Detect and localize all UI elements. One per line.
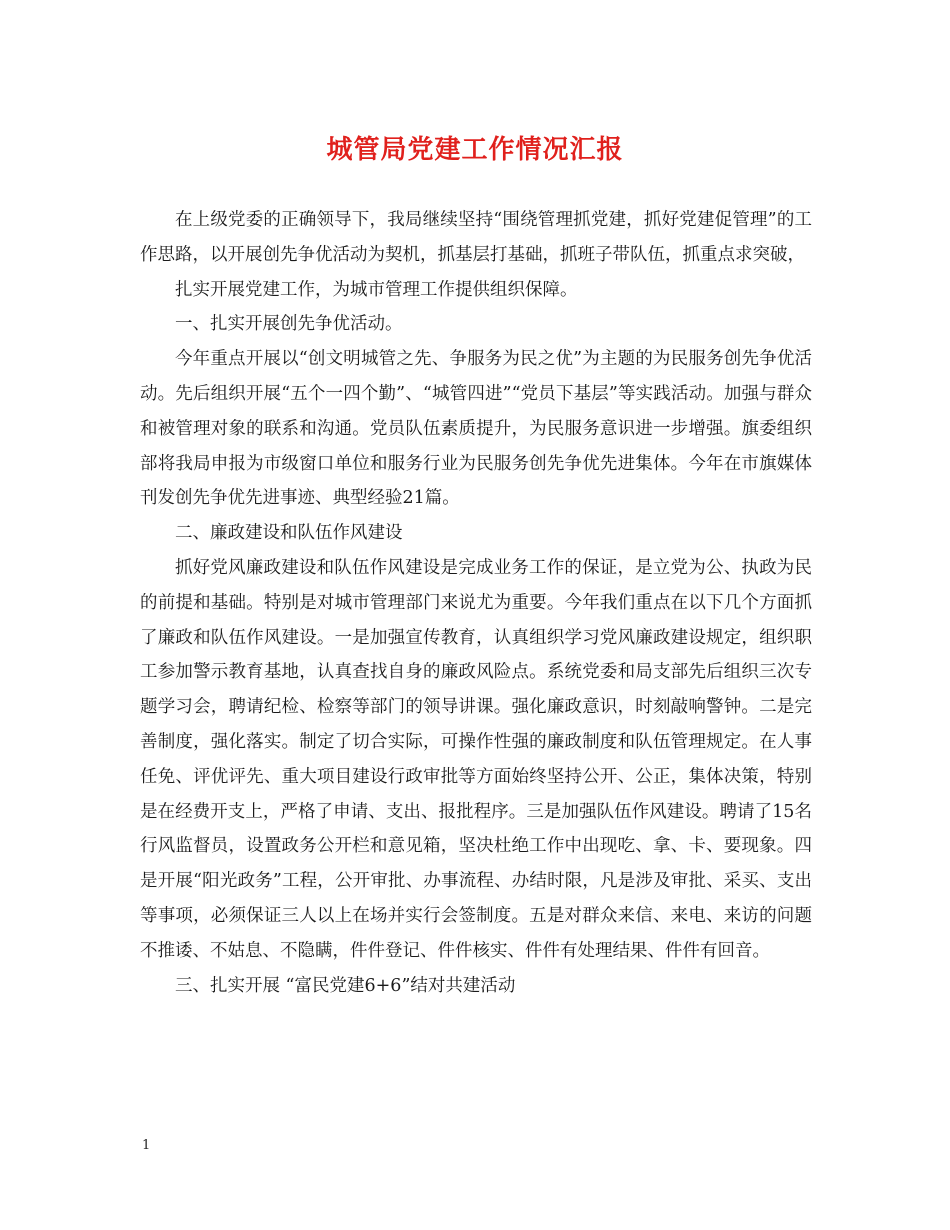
page-number: 1 — [142, 1138, 151, 1153]
section-heading-2: 二、廉政建设和队伍作风建设 — [175, 523, 403, 544]
paragraph-section-2: 抓好党风廉政建设和队伍作风建设是完成业务工作的保证，是立党为公、执政为民的前提和基础。特别是对城市管理部门来说尤为重要。今年我们重点在以下几个方面抓了廉政和队伍作风建设。一是加强宣传教育，认真组织学习党风廉政建设规定，组织职工参加警示教育基地，认真查找自身的廉政风险点。系统党委和局支部先后组织三次专题学习会，聘请纪检、检察等部门的领导讲课。强化廉政意识，时刻敲响警钟。二是完善制度，强化落实。制定了切合实际，可操作性强的廉政制度和队伍管理规定。在人事任免、评优评先、重大项目建设行政审批等方面始终坚持公开、公正，集体决策，特别是在经费开支上，严格了申请、支出、报批程序。三是加强队伍作风建设。聘请了15名行风监督员，设置政务公开栏和意见箱，坚决杜绝工作中出现吃、拿、卡、要现象。四是开展“阳光政务”工程，公开审批、办事流程、办结时限，凡是涉及审批、采买、支出等事项，必须保证三人以上在场并实行会签制度。五是对群众来信、来电、来访的问题不推诿、不姑息、不隐瞒，件件登记、件件核实、件件有处理结果、件件有回音。 — [140, 557, 812, 961]
document-title: 城管局党建工作情况汇报 — [326, 135, 624, 165]
paragraph-intro: 在上级党委的正确领导下，我局继续坚持“围绕管理抓党建，抓好党建促管理”的工作思路，以开展创先争优活动为契机，抓基层打基础，抓班子带队伍，抓重点求突破， — [140, 210, 812, 265]
section-heading-1: 一、扎实开展创先争优活动。 — [175, 314, 403, 335]
section-heading-3: 三、扎实开展 “富民党建6+6”结对共建活动 — [175, 975, 516, 996]
document-body — [140, 203, 812, 1003]
paragraph-section-1: 今年重点开展以“创文明城管之先、争服务为民之优”为主题的为民服务创先争优活动。先后组织开展“五个一四个勤”、“城管四进”“党员下基层”等实践活动。加强与群众和被管理对象的联系和沟通。党员队伍素质提升，为民服务意识进一步增强。旗委组织部将我局申报为市级窗口单位和服务行业为民服务创先争优先进集体。今年在市旗媒体刊发创先争优先进事迹、典型经验21篇。 — [140, 349, 812, 509]
paragraph-intro-continued: 扎实开展党建工作，为城市管理工作提供组织保障。 — [175, 279, 578, 300]
